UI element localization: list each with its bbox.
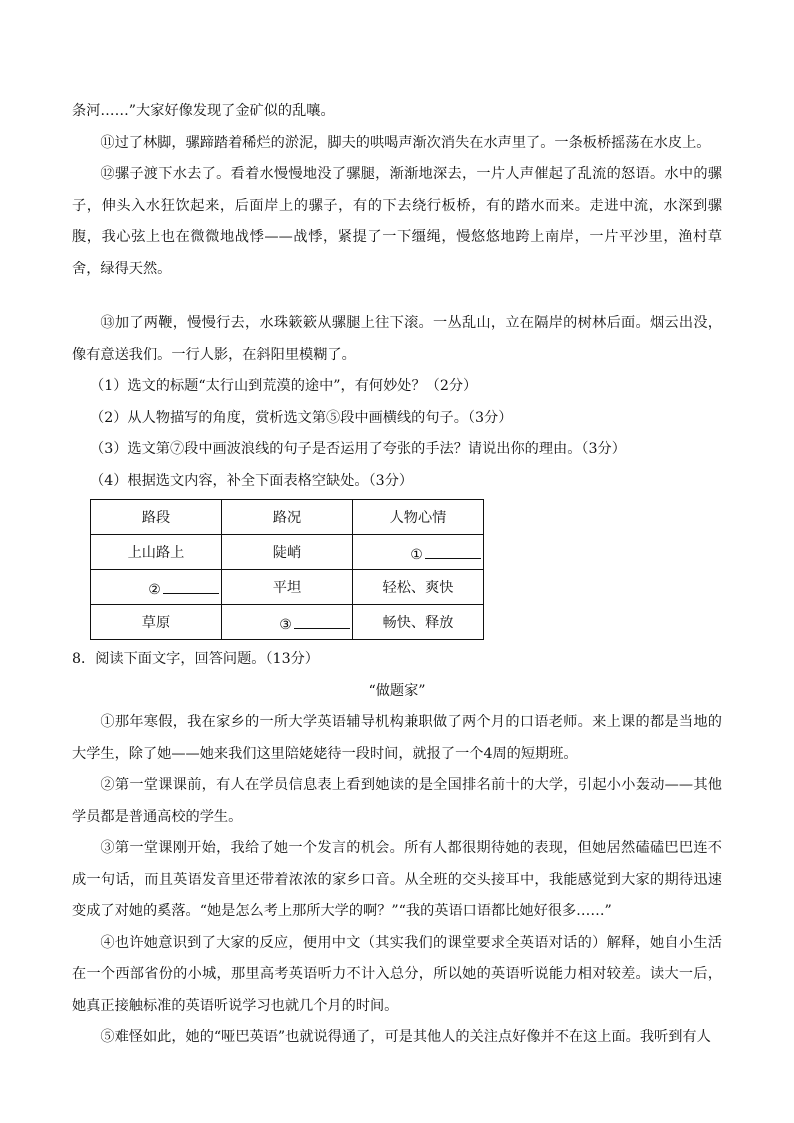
table-cell: 轻松、爽快 [353, 570, 484, 605]
article-title: “做题家” [368, 682, 426, 699]
paragraph-11: ⑪过了林脚，骡蹄踏着稀烂的淤泥，脚夫的哄喝声渐次消失在水声里了。一条板桥摇荡在水皮上。 [100, 134, 711, 151]
blank-field [410, 542, 481, 563]
question-2: （2）从人物描写的角度，赏析选文第⑤段中画横线的句子。（3分） [90, 409, 513, 426]
document-content [72, 96, 722, 1054]
blank-underline [294, 612, 350, 629]
blank-underline [425, 542, 481, 559]
table-cell: 畅快、释放 [353, 605, 484, 640]
question-3: （3）选文第⑦段中画波浪线的句子是否运用了夸张的手法？请说出你的理由。（3分） [90, 441, 626, 457]
table-header-cell: 人物心情 [353, 500, 484, 535]
article-paragraph-4: ④也许她意识到了大家的反应，便用中文（其实我们的课堂要求全英语对话的）解释，她自小生活在一个西部省份的小城，那里高考英语听力不计入总分，所以她的英语听说能力相对较差。读大一后，她真正接触标准的英语听说学习也就几个月的时间。 [72, 934, 722, 1014]
paragraph-spacer [72, 285, 722, 308]
question-4: （4）根据选文内容，补全下面表格空缺处。（3分） [90, 472, 414, 489]
paragraph-10-tail: 条河……”大家好像发现了金矿似的乱嚷。 [72, 103, 335, 119]
table-cell: 上山路上 [91, 535, 222, 570]
table-row [91, 570, 484, 605]
table-cell-blank [353, 535, 484, 570]
table-cell-blank [222, 605, 353, 640]
blank-label: ③ [279, 616, 292, 633]
table-header-cell: 路况 [222, 500, 353, 535]
blank-label: ② [148, 581, 161, 598]
blank-field [148, 577, 219, 598]
table-cell: 陡峭 [222, 535, 353, 570]
question-8-prompt: 8．阅读下面文字，回答问题。（13分） [72, 651, 319, 667]
table-cell: 草原 [91, 605, 222, 640]
question-1: （1）选文的标题“太行山到荒漠的途中”，有何妙处？（2分） [90, 378, 478, 394]
article-paragraph-5: ⑤难怪如此，她的“哑巴英语”也就说得通了，可是其他人的关注点好像并不在这上面。我听到有人 [100, 1029, 711, 1045]
blank-field [279, 612, 350, 633]
fill-in-table [90, 499, 484, 640]
table-row [91, 605, 484, 640]
table-cell: 平坦 [222, 570, 353, 605]
table-header-cell: 路段 [91, 500, 222, 535]
table-cell-blank [91, 570, 222, 605]
blank-underline [163, 577, 219, 594]
paragraph-12: ⑫骡子渡下水去了。看着水慢慢地没了骡腿，渐渐地深去，一片人声催起了乱流的怒语。水中的骡子，伸头入水狂饮起来，后面岸上的骡子，有的下去绕行板桥，有的踏水而来。走进中流，水深到骡腹，我心弦上也在微微地战悸——战悸，紧提了一下缰绳，慢悠悠地跨上南岸，一片平沙里，渔村草舍，绿得天然。 [72, 166, 722, 277]
blank-label: ① [410, 546, 423, 563]
article-paragraph-3: ③第一堂课刚开始，我给了她一个发言的机会。所有人都很期待她的表现，但她居然磕磕巴巴连不成一句话，而且英语发音里还带着浓浓的家乡口音。从全班的交头接耳中，我能感觉到大家的期待迅速变成了对她的奚落。“她是怎么考上那所大学的啊？”“我的英语口语都比她好很多……” [72, 840, 722, 919]
article-paragraph-1: ①那年寒假，我在家乡的一所大学英语辅导机构兼职做了两个月的口语老师。来上课的都是当地的大学生，除了她——她来我们这里陪姥姥待一段时间，就报了一个4周的短期班。 [72, 714, 722, 762]
article-paragraph-2: ②第一堂课课前，有人在学员信息表上看到她读的是全国排名前十的大学，引起小小轰动——其他学员都是普通高校的学生。 [72, 777, 722, 825]
table-header-row [91, 500, 484, 535]
paragraph-13: ⑬加了两鞭，慢慢行去，水珠簌簌从骡腿上往下滚。一丛乱山，立在隔岸的树林后面。烟云出没，像有意送我们。一行人影，在斜阳里模糊了。 [72, 315, 722, 363]
table-row [91, 535, 484, 570]
